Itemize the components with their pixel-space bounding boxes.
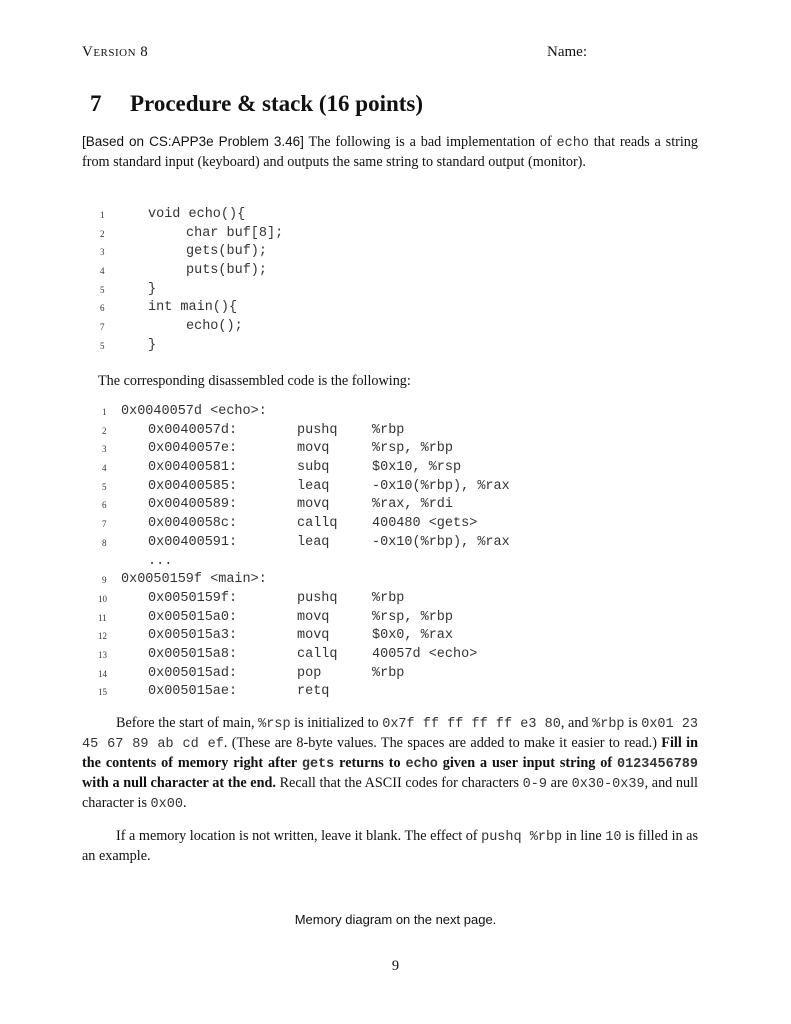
asm-address: 0x00400591:: [148, 534, 238, 550]
asm-opcode: pushq: [297, 422, 338, 438]
asm-opcode: leaq: [297, 534, 330, 550]
line-number: 8: [102, 537, 107, 548]
asm-operands: -0x10(%rbp), %rax: [372, 534, 510, 550]
asm-address: 0x005015ae:: [148, 684, 238, 700]
asm-address: 0x0050159f:: [148, 590, 238, 606]
c-code-text: echo();: [186, 319, 243, 335]
line-number: 4: [102, 463, 107, 474]
line-number: 6: [100, 303, 105, 314]
line-number: 3: [100, 247, 105, 258]
asm-operands: $0x10, %rsp: [372, 460, 462, 476]
asm-opcode: callq: [297, 516, 338, 532]
header-version: Version 8: [82, 44, 149, 60]
asm-address: 0x005015a0:: [148, 609, 238, 625]
line-number: 2: [100, 228, 105, 239]
line-number: 3: [102, 444, 107, 455]
intro-paragraph: [Based on CS:APP3e Problem 3.46] The following is a bad implementation of echo that reads a string from standard input (keyboard) and outputs the same string to standard output (monitor).: [82, 134, 698, 170]
line-number: 4: [100, 266, 105, 277]
asm-address: 0x005015a3:: [148, 628, 238, 644]
asm-operands: %rsp, %rbp: [372, 609, 454, 625]
c-code-text: }: [148, 281, 157, 297]
asm-function-label: 0x0050159f <main>:: [121, 572, 267, 588]
asm-operands: $0x0, %rax: [372, 628, 454, 644]
asm-function-label: 0x0040057d <echo>:: [121, 404, 267, 419]
next-page-note: Memory diagram on the next page.: [294, 912, 497, 927]
line-number: 11: [98, 612, 107, 623]
asm-address: 0x00400585:: [148, 478, 238, 494]
asm-opcode: retq: [297, 684, 330, 700]
line-number: 13: [98, 649, 107, 660]
source-reference: [Based on CS:APP3e Problem 3.46]: [82, 134, 304, 149]
asm-address: 0x005015ad:: [148, 665, 238, 681]
asm-address: 0x0040057d:: [148, 422, 238, 438]
asm-address: 0x005015a8:: [148, 646, 238, 662]
asm-operands: %rbp: [372, 590, 405, 606]
asm-address: 0x0040057e:: [148, 441, 238, 457]
asm-operands: %rbp: [372, 422, 405, 438]
asm-address: 0x00400581:: [148, 460, 238, 476]
asm-operands: 40057d <echo>: [372, 646, 478, 662]
line-number: 7: [100, 322, 105, 333]
line-number: 9: [102, 575, 107, 586]
asm-opcode: subq: [297, 460, 330, 476]
line-number: 5: [100, 284, 105, 295]
line-number: 12: [98, 631, 107, 642]
asm-opcode: movq: [297, 628, 330, 644]
section-title-text: Procedure & stack (16 points): [130, 91, 424, 116]
c-code-text: puts(buf);: [186, 263, 268, 279]
c-code-text: char buf[8];: [186, 225, 284, 241]
asm-opcode: movq: [297, 441, 330, 457]
header-name-label: Name:: [547, 44, 587, 60]
asm-operands: %rsp, %rbp: [372, 441, 454, 457]
bold-instruction: Fill in the contents of memory right after gets returns to echo given a user input string of 0123456789 with a null character at the end.: [82, 735, 698, 791]
asm-opcode: leaq: [297, 478, 330, 494]
asm-opcode: pop: [297, 665, 322, 681]
section-number: 7: [90, 91, 102, 116]
asm-operands: %rbp: [372, 665, 405, 681]
line-number: 2: [102, 425, 107, 436]
instructions-paragraph: Before the start of main, %rsp is initialized to 0x7f ff ff ff ff e3 80, and %rbp is 0x01 23 45 67 89 ab cd ef. (These are 8-byte values. The spaces are added to make it easier to read.) Fill in the contents of memory right after gets returns to echo given a user input string of 0123456789 with a null character at the end. Recall that the ASCII codes for characters 0-9 are 0x30-0x39, and null character is 0x00.: [82, 715, 698, 812]
asm-address: 0x00400589:: [148, 497, 238, 513]
section-title: [90, 91, 423, 117]
asm-operands: 400480 <gets>: [372, 516, 478, 532]
asm-operands: %rax, %rdi: [372, 497, 454, 513]
line-number: 7: [102, 519, 107, 530]
asm-operands: -0x10(%rbp), %rax: [372, 478, 510, 494]
blank-note-paragraph: If a memory location is not written, leave it blank. The effect of pushq %rbp in line 10 is filled in as an example.: [82, 828, 698, 864]
asm-opcode: movq: [297, 609, 330, 625]
c-code-text: }: [148, 337, 157, 353]
line-number: 1: [100, 210, 105, 220]
line-number: 1: [102, 407, 107, 417]
line-number: 5: [100, 340, 105, 351]
c-code-text: int main(){: [148, 300, 238, 316]
c-code-text: gets(buf);: [186, 244, 268, 260]
asm-opcode: pushq: [297, 590, 338, 606]
page-number: 9: [391, 958, 400, 974]
asm-opcode: callq: [297, 646, 338, 662]
disasm-intro: The corresponding disassembled code is the following:: [98, 373, 411, 389]
c-code-text: void echo(){: [148, 207, 246, 222]
asm-address: ...: [148, 553, 173, 569]
line-number: 5: [102, 481, 107, 492]
line-number: 10: [98, 593, 107, 604]
line-number: 14: [98, 668, 107, 679]
asm-opcode: movq: [297, 497, 330, 513]
asm-address: 0x0040058c:: [148, 516, 238, 532]
line-number: 15: [98, 687, 107, 698]
line-number: 6: [102, 500, 107, 511]
